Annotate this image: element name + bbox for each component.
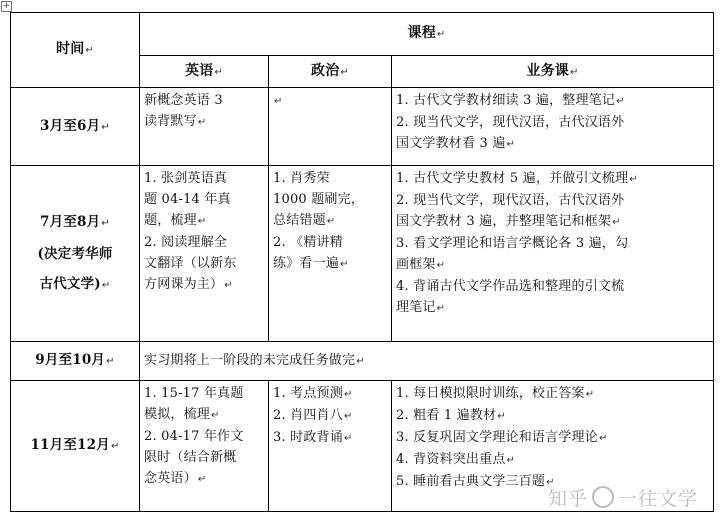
period-cell: 3月至6月↵: [11, 88, 140, 166]
table-row: [11, 166, 714, 342]
study-plan-table: [10, 12, 714, 512]
table-anchor-icon[interactable]: +: [2, 1, 11, 11]
major-header: 业务课↵: [392, 56, 714, 88]
time-header: 时间↵: [11, 13, 140, 88]
period-cell: 11月至12月↵: [11, 381, 140, 512]
period-cell: 7月至8月↵ (决定考华师 古代文学)↵: [11, 166, 140, 342]
english-cell: 新概念英语 3 读背默写↵: [140, 88, 269, 166]
major-cell: 1. 每日模拟限时训练，校正答案↵ 2. 粗看 1 遍教材↵ 3. 反复巩固文学理论和语言学理论↵ 4. 背资料突出重点↵ 5. 睡前看古典文学三百题↵: [392, 381, 714, 512]
zhihu-watermark: 知乎 一往文学: [548, 488, 699, 510]
politics-cell: 1. 肖秀荣 1000 题刷完， 总结错题↵ 2. 《精讲精 练》看一遍↵: [269, 166, 392, 342]
table-row: [11, 88, 714, 166]
course-header: 课程↵: [140, 13, 714, 56]
politics-header: 政治↵: [269, 56, 392, 88]
major-cell: 1. 古代文学教材细读 3 遍，整理笔记↵ 2. 现当代文学，现代汉语，古代汉语外 国文学教材看 3 遍↵: [392, 88, 714, 166]
major-cell: 1. 古代文学史教材 5 遍，并做引文梳理↵ 2. 现当代文学，现代汉语，古代汉语外 国文学教材 3 遍，并整理笔记和框架↵ 3. 看文学理论和语言学概论各 3 遍，勾 画框架↵ 4. 背诵古代文学作品选和整理的引文梳 理笔记↵: [392, 166, 714, 342]
table-row: [11, 342, 714, 381]
merged-task-cell: 实习期将上一阶段的未完成任务做完↵: [140, 342, 714, 381]
english-header: 英语↵: [140, 56, 269, 88]
politics-cell: 1. 考点预测↵ 2. 肖四肖八↵ 3. 时政背诵↵: [269, 381, 392, 512]
english-cell: 1. 15-17 年真题 模拟，梳理↵ 2. 04-17 年作文 限时（结合新概 念英语）↵: [140, 381, 269, 512]
english-cell: 1. 张剑英语真 题 04-14 年真 题，梳理↵ 2. 阅读理解全 文翻译（以新东 方网课为主）↵: [140, 166, 269, 342]
period-cell: 9月至10月↵: [11, 342, 140, 381]
user-avatar-icon: [592, 486, 614, 508]
politics-cell: ↵: [269, 88, 392, 166]
